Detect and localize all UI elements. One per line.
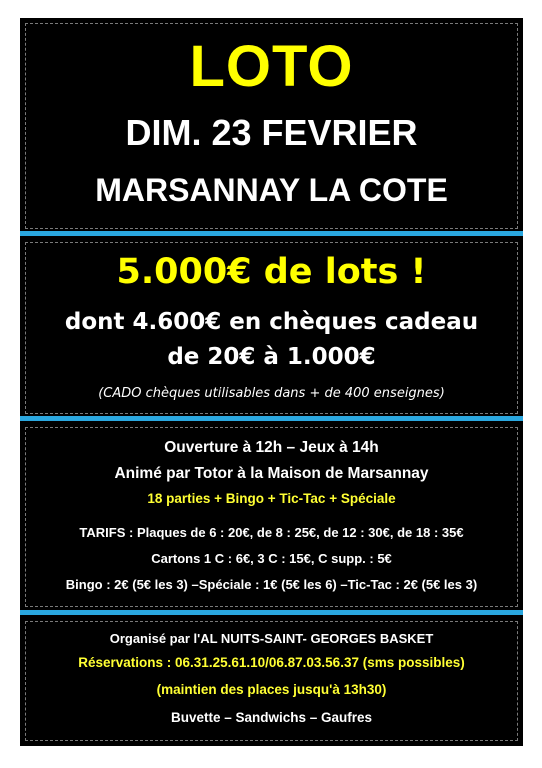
hold-line: (maintien des places jusqu'à 13h30) — [156, 682, 387, 697]
tarifs-extras: Bingo : 2€ (5€ les 3) –Spéciale : 1€ (5€ les 6) –Tic-Tac : 2€ (5€ les 3) — [65, 577, 478, 592]
prizes-detail: dont 4.600€ en chèques cadeau — [64, 309, 479, 335]
prizes-note: (CADO chèques utilisables dans + de 400 enseignes) — [98, 386, 445, 401]
organizer-line: Organisé par l'AL NUITS-SAINT- GEORGES BASKET — [109, 631, 434, 646]
food-line: Buvette – Sandwichs – Gaufres — [170, 710, 373, 725]
host-line: Animé par Totor à la Maison de Marsannay — [114, 465, 429, 482]
separator — [20, 610, 523, 615]
separator — [20, 416, 523, 421]
prizes-headline: 5.000€ de lots ! — [116, 252, 427, 292]
footer-panel — [25, 621, 518, 741]
tarifs-cartons: Cartons 1 C : 6€, 3 C : 15€, C supp. : 5€ — [151, 551, 392, 566]
poster — [20, 18, 523, 746]
games-line: 18 parties + Bingo + Tic-Tac + Spéciale — [147, 491, 396, 506]
prizes-range: de 20€ à 1.000€ — [167, 344, 376, 370]
schedule-panel — [25, 427, 518, 607]
event-location: MARSANNAY LA COTE — [95, 172, 448, 208]
separator — [20, 231, 523, 236]
event-title: LOTO — [189, 34, 354, 99]
prizes-panel — [25, 242, 518, 414]
event-date: DIM. 23 FEVRIER — [125, 112, 418, 153]
opening-hours: Ouverture à 12h – Jeux à 14h — [164, 439, 379, 456]
tarifs-plaques: TARIFS : Plaques de 6 : 20€, de 8 : 25€, de 12 : 30€, de 18 : 35€ — [79, 525, 464, 540]
header-panel — [25, 23, 518, 229]
reservations-line: Réservations : 06.31.25.61.10/06.87.03.56.37 (sms possibles) — [78, 655, 465, 670]
